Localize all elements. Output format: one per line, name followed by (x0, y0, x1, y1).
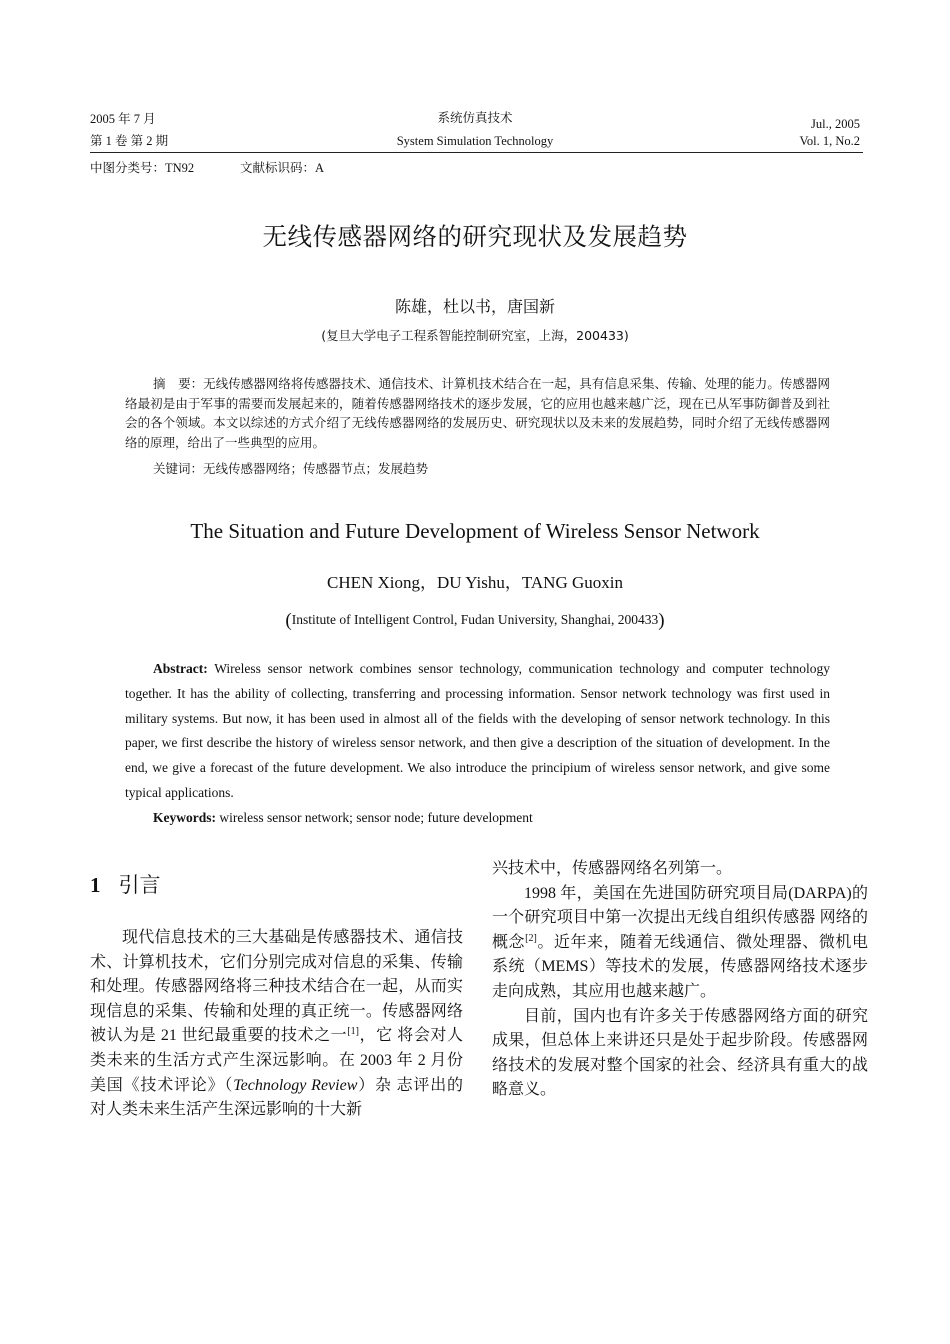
section-heading (90, 871, 161, 899)
paragraph-1-part-b: ，它 将会对人类未来的生活方式产生深远影响。在 2003 年 2 月份美国《技术评论》（ (90, 1027, 463, 1094)
header-issue-en: Vol. 1, No.2 (799, 134, 860, 148)
affiliation-cn: (复旦大学电子工程系智能控制研究室，上海，200433) (321, 328, 629, 343)
paragraph-1-part-a: 现代信息技术的三大基础是传感器技术、通信技术、计算机技术，它们分别完成对信息的采集、传输和处理。传感器网络将三种技术结合在一起，从而实现信息的采集、传输和处理的真正统一。传感器网络被认为是 21 世纪最重要的技术之一 (90, 929, 463, 1045)
abstract-en-text: Wireless sensor network combines sensor technology, communication technology and computer technology together. It has the ability of collecting, transferring and processing information. Sensor network technology was first used in military systems. But now, it has been used in almost all of the fields with the developing of sensor network technology. In this paper, we first describe the history of wireless sensor network, and then give a description of the situation of development. In the end, we give a forecast of the future development. We also introduce the principium of wireless sensor network, and give some typical applications. (125, 661, 830, 800)
title-cn: 无线传感器网络的研究现状及发展趋势 (262, 222, 688, 251)
journal-name-italic: Technology Review (233, 1076, 358, 1094)
title-en: The Situation and Future Development of Wireless Sensor Network (190, 519, 760, 543)
keywords-en-label: Keywords: (153, 810, 216, 825)
affiliation-en-close: ) (658, 610, 665, 631)
paragraph-1-part-c: ）杂 志评出的对人类未来生活产生深远影响的十大新 (90, 1076, 463, 1119)
header-issue-cn: 第 1 卷 第 2 期 (90, 134, 169, 148)
section-number: 1 (90, 873, 101, 897)
paragraph-3: 目前，国内也有许多关于传感器网络方面的研究成果，但总体上来讲还只是处于起步阶段。传感器网络技术的发展对整个国家的社会、经济具有重大的战略意义。 (492, 1007, 868, 1099)
authors-en: CHEN Xiong，DU Yishu，TANG Guoxin (327, 573, 623, 592)
keywords-en (153, 808, 533, 828)
body-column-left (90, 926, 463, 1123)
header-date-cn: 2005 年 7 月 (90, 112, 156, 126)
paragraph-2-part-a: 1998 年，美国在先进国防研究项目局(DARPA)的一个研究项目中第一次提出无线自组织传感器 网络的概念 (492, 884, 868, 951)
section-title: 引言 (118, 873, 161, 897)
header-rule (90, 152, 863, 153)
header-journal-en: System Simulation Technology (396, 134, 554, 148)
header-journal-cn: 系统仿真技术 (437, 111, 513, 125)
paragraph-2-part-b: 。近年来，随着无线通信、微处理器、微机电系统（MEMS）等技术的发展，传感器网络技术逐步走向成熟，其应用也越来越广。 (492, 933, 868, 1000)
abstract-cn (125, 374, 830, 452)
affiliation-en-open: ( (285, 610, 292, 631)
header-date-en: Jul., 2005 (811, 117, 860, 131)
paragraph-1 (90, 926, 463, 1123)
paragraph-2 (492, 882, 868, 1005)
paragraph-1-continued: 兴技术中，传感器网络名列第一。 (492, 860, 733, 877)
keywords-cn (153, 459, 428, 478)
abstract-cn-label: 摘 要： (153, 376, 204, 391)
abstract-en-label: Abstract: (153, 661, 208, 676)
keywords-en-text: wireless sensor network; sensor node; future development (219, 810, 533, 825)
citation-2: [2] (525, 932, 537, 944)
keywords-cn-text: 无线传感器网络；传感器节点；发展趋势 (203, 461, 429, 476)
authors-cn: 陈雄，杜以书，唐国新 (394, 297, 555, 316)
citation-1: [1] (347, 1026, 359, 1038)
keywords-cn-label: 关键词： (153, 461, 204, 476)
classification-code: 中图分类号：TN92 (90, 161, 195, 175)
abstract-en (125, 657, 830, 806)
body-column-right (492, 857, 868, 1103)
document-code: 文献标识码：A (240, 161, 325, 175)
affiliation-en (0, 609, 950, 632)
affiliation-en-text: Institute of Intelligent Control, Fudan University, Shanghai, 200433 (291, 612, 659, 627)
abstract-cn-text: 无线传感器网络将传感器技术、通信技术、计算机技术结合在一起，具有信息采集、传输、处理的能力。传感器网络最初是由于军事的需要而发展起来的，随着传感器网络技术的逐步发展，它的应用也越来越广泛，现在已从军事防御普及到社会的各个领域。本文以综述的方式介绍了无线传感器网络的发展历史、研究现状以及未来的发展趋势，同时介绍了无线传感器网络的原理，给出了一些典型的应用。 (125, 376, 830, 450)
